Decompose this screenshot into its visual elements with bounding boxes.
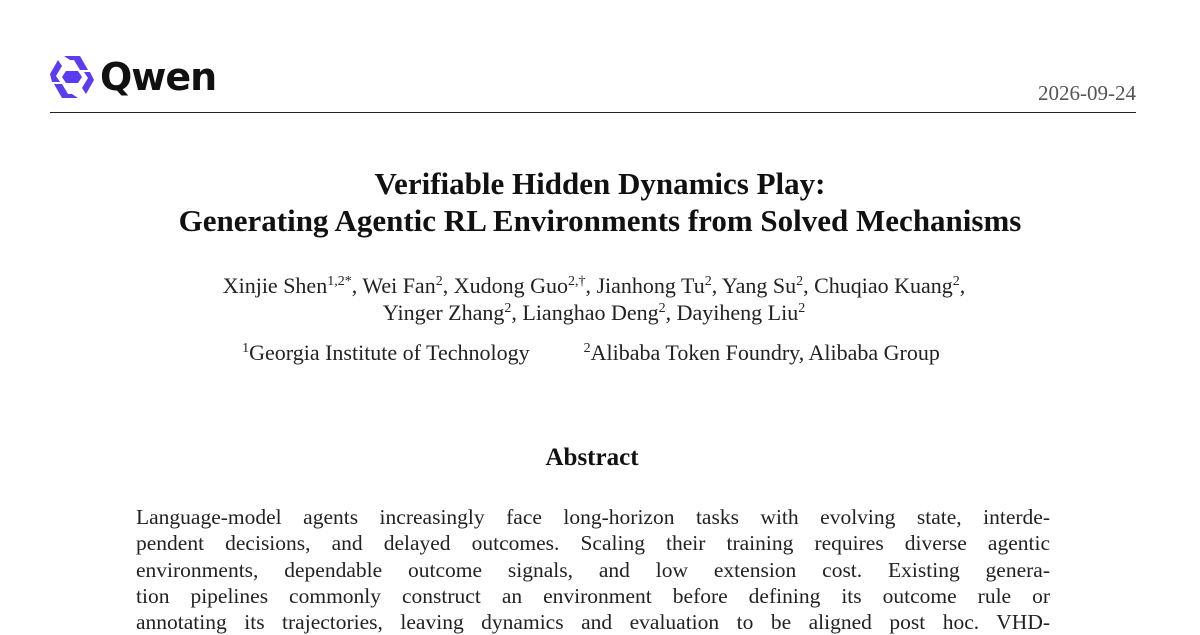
author-name: Xinjie Shen	[222, 273, 328, 298]
author-list	[0, 272, 1188, 326]
author-separator: ,	[511, 300, 523, 325]
author-name: Lianghao Deng	[522, 300, 659, 325]
author-affiliation-mark: 2	[658, 301, 666, 316]
abstract-line: environments, dependable outcome signals, and low extension cost. Existing genera-	[136, 557, 1050, 582]
abstract-text	[136, 504, 1050, 635]
abstract-line: tion pipelines commonly construct an environment before defining its outcome rule or	[136, 583, 1050, 608]
author-affiliation-mark: 2	[435, 274, 443, 289]
affiliation-name: Georgia Institute of Technology	[249, 340, 530, 365]
author-name: Xudong Guo	[453, 273, 568, 298]
affiliation-mark: 1	[242, 341, 250, 356]
author-affiliation-mark: 2	[704, 274, 712, 289]
title-line-1: Verifiable Hidden Dynamics Play:	[374, 166, 826, 201]
author-separator: ,	[665, 300, 677, 325]
author-line-1	[0, 272, 1188, 299]
author-affiliation-mark: 2	[952, 274, 960, 289]
author-name: Yinger Zhang	[382, 300, 505, 325]
author-affiliation-mark: 2	[796, 274, 804, 289]
author-separator: ,	[803, 273, 815, 298]
author-affiliation-mark: 2	[504, 301, 512, 316]
author-affiliation-mark: 2	[798, 301, 806, 316]
paper-date: 2026-09-24	[1038, 81, 1136, 105]
title-line-2: Generating Agentic RL Environments from Solved Mechanisms	[178, 203, 1022, 238]
author-separator: ,	[711, 273, 722, 298]
author-name: Chuqiao Kuang	[814, 273, 953, 298]
qwen-logo	[50, 54, 216, 100]
author-line-2	[0, 299, 1188, 326]
abstract-line: annotating its trajectories, leaving dynamics and evaluation to be aligned post hoc. VHD-	[136, 610, 1050, 635]
paper-title	[0, 165, 1200, 239]
affiliation-mark: 2	[583, 341, 591, 356]
qwen-logo-icon	[50, 54, 94, 100]
affiliation-item	[242, 340, 530, 366]
author-name: Yang Su	[721, 273, 797, 298]
author-separator: ,	[442, 273, 454, 298]
author-name: Jianhong Tu	[596, 273, 705, 298]
affiliation-list	[0, 340, 1182, 366]
abstract-line: Language-model agents increasingly face long-horizon tasks with evolving state, interde-	[136, 505, 1050, 529]
author-separator: ,	[585, 273, 597, 298]
author-affiliation-mark: 1,2*	[327, 274, 352, 289]
author-affiliation-mark: 2,†	[567, 274, 586, 289]
affiliation-item	[584, 340, 940, 366]
page-header	[50, 52, 1136, 113]
abstract-line: pendent decisions, and delayed outcomes. Scaling their training requires diverse agentic	[136, 531, 1050, 556]
logo-text: Qwen	[100, 55, 217, 99]
affiliation-name: Alibaba Token Foundry, Alibaba Group	[590, 340, 940, 365]
author-name: Dayiheng Liu	[676, 300, 799, 325]
author-separator: ,	[351, 273, 363, 298]
author-separator: ,	[959, 273, 966, 298]
author-name: Wei Fan	[362, 273, 436, 298]
abstract-heading: Abstract	[545, 444, 639, 471]
